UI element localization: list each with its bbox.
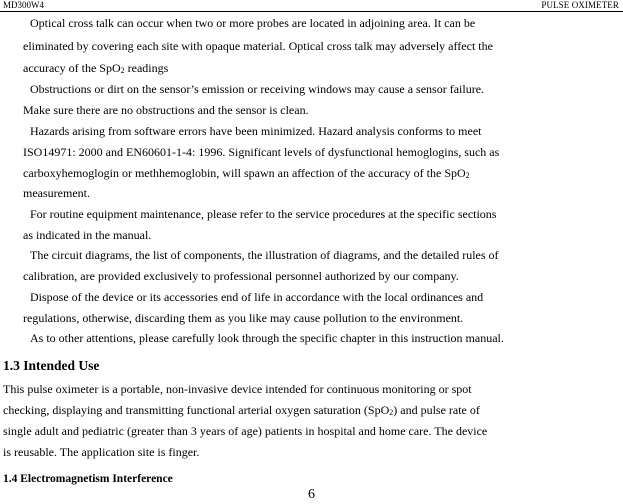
subscript-2: 2 <box>465 171 470 180</box>
intended-use-line-2 <box>3 403 480 420</box>
intended-use-line-4: is reusable. The application site is finger. <box>3 445 200 459</box>
header-rule <box>0 11 623 12</box>
para-dispose-line-1: Dispose of the device or its accessories end of life in accordance with the local ordinances and <box>30 290 484 304</box>
para-circuit-line-1: The circuit diagrams, the list of components, the illustration of diagrams, and the detailed rules of <box>30 248 499 262</box>
para-optical-line-3 <box>23 61 168 78</box>
para-obstructions-line-1: Obstructions or dirt on the sensor’s emission or receiving windows may cause a sensor failure. <box>30 82 485 96</box>
para-optical-line-3-tail: readings <box>124 61 169 75</box>
para-hazards-line-2: ISO14971: 2000 and EN60601-1-4: 1996. Significant levels of dysfunctional hemoglogins, such as <box>23 145 500 159</box>
para-hazards-line-1: Hazards arising from software errors have been minimized. Hazard analysis conforms to meet <box>30 124 482 138</box>
para-optical-line-2: eliminated by covering each site with opaque material. Optical cross talk may adversely affect the <box>23 39 493 53</box>
header-model: MD300W4 <box>3 0 44 10</box>
para-dispose-line-2: regulations, otherwise, discarding them as you like may cause pollution to the environment. <box>23 311 464 325</box>
para-maintenance-line-1: For routine equipment maintenance, please refer to the service procedures at the specific sections <box>30 207 497 221</box>
page-number: 6 <box>308 487 315 502</box>
heading-intended-use: 1.3 Intended Use <box>3 358 100 373</box>
header-product: PULSE OXIMETER <box>541 0 619 10</box>
para-hazards-line-3 <box>23 166 470 183</box>
para-optical-line-3-text: accuracy of the SpO <box>23 61 121 75</box>
para-hazards-line-3-text: carboxyhemoglogin or methhemoglobin, will spawn an affection of the accuracy of the SpO <box>23 166 466 180</box>
intended-use-line-1: This pulse oximeter is a portable, non-invasive device intended for continuous monitoring or spot <box>3 382 472 396</box>
para-obstructions-line-2: Make sure there are no obstructions and the sensor is clean. <box>23 103 309 117</box>
intended-use-line-2-tail: ) and pulse rate of <box>393 403 480 417</box>
para-circuit-line-2: calibration, are provided exclusively to professional personnel authorized by our company. <box>23 269 459 283</box>
para-hazards-line-4: measurement. <box>23 186 90 200</box>
para-maintenance-line-2: as indicated in the manual. <box>23 228 152 242</box>
heading-electromagnetism: 1.4 Electromagnetism Interference <box>3 473 173 485</box>
intended-use-line-3: single adult and pediatric (greater than 3 years of age) patients in hospital and home care. The device <box>3 424 488 438</box>
page-header <box>0 0 623 10</box>
intended-use-line-2-text: checking, displaying and transmitting functional arterial oxygen saturation (SpO <box>3 403 390 417</box>
subscript-2: 2 <box>389 408 394 417</box>
para-attentions-line-1: As to other attentions, please carefully look through the specific chapter in this instruction manual. <box>30 331 504 345</box>
para-optical-line-1: Optical cross talk can occur when two or more probes are located in adjoining area. It can be <box>30 16 476 30</box>
subscript-2: 2 <box>120 66 125 75</box>
